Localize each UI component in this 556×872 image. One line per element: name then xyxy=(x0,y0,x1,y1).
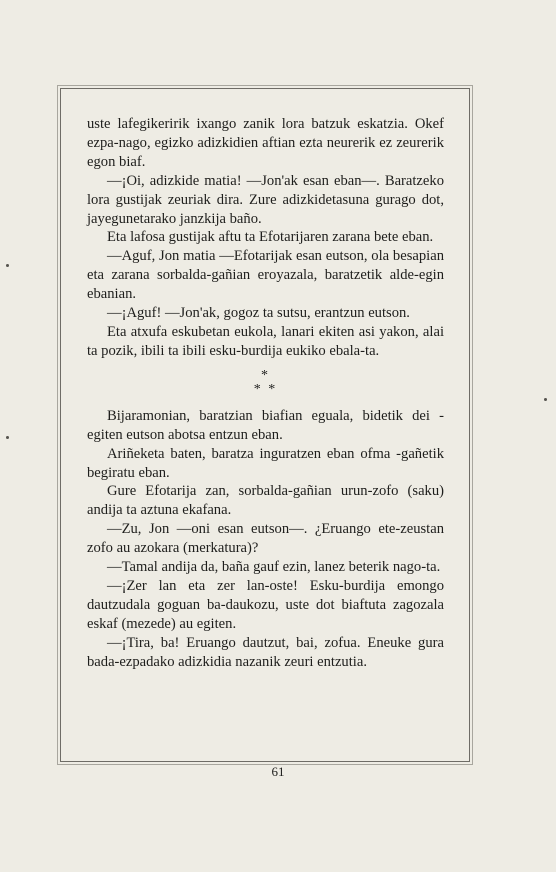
scene-break-asterisks xyxy=(87,369,444,397)
paragraph: —Tamal andija da, baña gauf ezin, lanez beterik nago-ta. xyxy=(107,559,441,576)
paragraph: —¡Aguf! —Jon'ak, gogoz ta sutsu, erantzun eutson. xyxy=(107,305,410,322)
paragraph: —Aguf, Jon matia —Efotarijak esan eutson, ola besapian eta zarana sorbalda-gañian eroyazala, baratzetik alde-egin ebanian. xyxy=(87,248,444,303)
paragraph: —¡Tira, ba! Eruango dautzut, bai, zofua. Eneuke gura bada-ezpadako adizkidia nazanik zeuri entzutia. xyxy=(87,634,444,670)
body-text xyxy=(87,115,444,671)
scan-speck xyxy=(6,436,9,439)
page-number: 61 xyxy=(271,764,285,779)
paragraph: Eta atxufa eskubetan eukola, lanari ekiten asi yakon, alai ta pozik, ibili ta ibili esku-burdija eukiko ebala-ta. xyxy=(87,323,444,359)
paragraph: Gure Efotarija zan, sorbalda-gañian urun-zofo (saku) andija ta aztuna ekafana. xyxy=(87,483,444,519)
paragraph: Bijaramonian, baratzian biafian eguala, bidetik dei -egiten eutson abotsa entzun eban. xyxy=(87,407,444,443)
paragraph: —Zu, Jon —oni esan eutson—. ¿Eruango ete-zeustan zofo au azokara (merkatura)? xyxy=(87,521,444,557)
scan-speck xyxy=(6,264,9,267)
scene-break-top: * xyxy=(261,367,270,383)
scene-break-bottom: * * xyxy=(253,381,278,397)
paragraph: —¡Oi, adizkide matia! —Jon'ak esan eban—. Baratzeko lora gustijak zeuriak dira. Zure adizkidetasuna gurago dot, jayegunetarako janzkija baño. xyxy=(87,172,444,227)
paragraph: Ariñeketa baten, baratza inguratzen eban ofma -gañetik begiratu eban. xyxy=(87,445,444,481)
scan-speck xyxy=(544,398,547,401)
paragraph: Eta lafosa gustijak aftu ta Efotarijaren zarana bete eban. xyxy=(107,229,434,246)
paragraph: —¡Zer lan eta zer lan-oste! Esku-burdija emongo dautzudala goguan ba-daukozu, uste dot biaftuta zagozala eskaf (mezede) au egiten. xyxy=(87,577,444,632)
paragraph: uste lafegikeririk ixango zanik lora batzuk eskatzia. Okef ezpa-nago, egizko adizkidien aftian ezta neurerik ez zeurerik egon biaf. xyxy=(87,116,444,170)
